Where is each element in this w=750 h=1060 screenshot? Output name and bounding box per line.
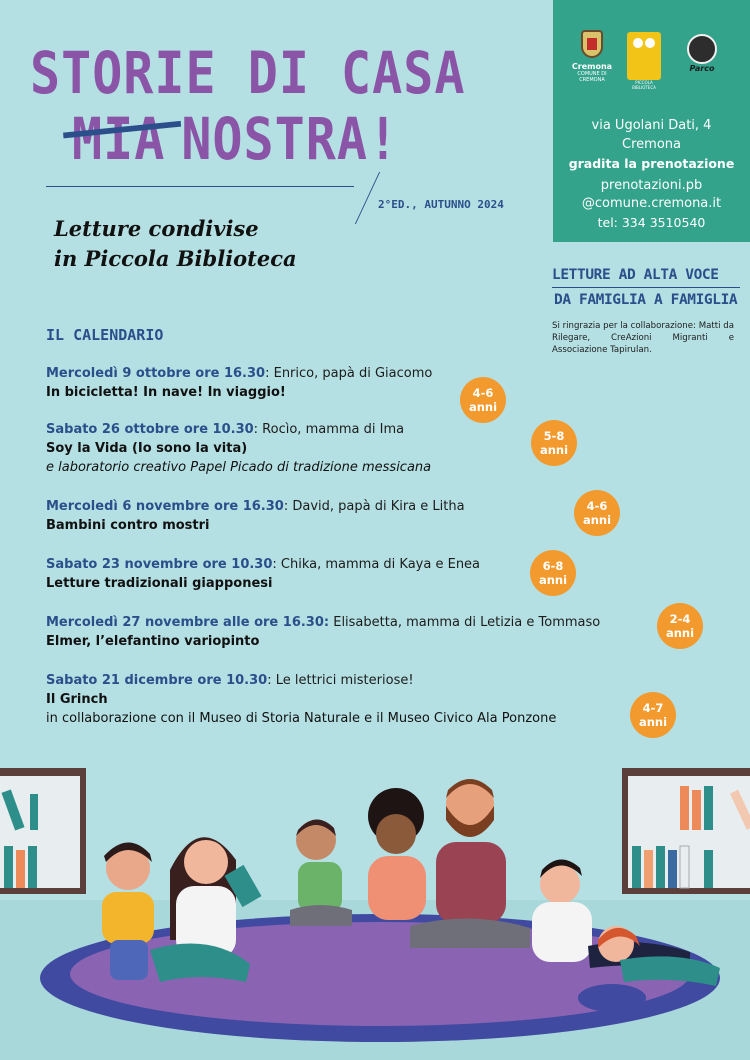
- calendar-title: IL CALENDARIO: [46, 326, 164, 344]
- struck-word: MIA: [72, 106, 165, 173]
- event-item: Sabato 26 ottobre ore 10.30: Rocìo, mamma di Ima Soy la Vida (Io sono la vita) e laboratorio creativo Papel Picado di tradizione messicana: [46, 422, 432, 475]
- title-underline-tick: [334, 172, 380, 224]
- booking-note: gradita la prenotazione: [568, 156, 735, 171]
- left-bookshelf-icon: [0, 768, 86, 894]
- email-link[interactable]: prenotazioni.pb @comune.cremona.it: [581, 178, 722, 211]
- title-underline: [46, 186, 354, 187]
- age-badge: 4-6 anni: [574, 490, 620, 536]
- child-figure-icon: [633, 38, 643, 48]
- age-badge: 4-6 anni: [460, 377, 506, 423]
- family-reading-circle-illustration: [0, 750, 750, 1060]
- alta-voce-heading: LETTURE AD ALTA VOCE DA FAMIGLIA A FAMIGLIA: [552, 263, 740, 312]
- comune-cremona-logo: Cremona COMUNE DI CREMONA: [569, 30, 615, 83]
- partner-logos: [553, 30, 750, 100]
- event-item: Mercoledì 6 novembre ore 16.30: David, papà di Kira e Litha Bambini contro mostri: [46, 499, 465, 533]
- address: via Ugolani Dati, 4 Cremona: [591, 118, 712, 152]
- crest-icon: [581, 30, 603, 58]
- title-line-1: STORIE DI CASA: [30, 40, 466, 107]
- event-item: Sabato 23 novembre ore 10.30: Chika, mamma di Kaya e Enea Letture tradizionali giapponesi: [46, 557, 481, 591]
- age-badge: 5-8 anni: [531, 420, 577, 466]
- age-badge: 2-4 anni: [657, 603, 703, 649]
- poster-title: [30, 40, 510, 173]
- title-line-2: MIA NOSTRA!: [72, 106, 510, 173]
- subtitle: Letture condivise in Piccola Biblioteca: [54, 216, 297, 271]
- right-bookshelf-icon: [622, 768, 750, 894]
- piccola-biblioteca-logo: PICCOLA BIBLIOTECA: [627, 32, 661, 80]
- age-badge: 4-7 anni: [630, 692, 676, 738]
- event-item: Mercoledì 9 ottobre ore 16.30: Enrico, papà di Giacomo In bicicletta! In nave! In viaggio!: [46, 366, 433, 400]
- edition-label: 2°ED., AUTUNNO 2024: [378, 198, 504, 211]
- info-box: [553, 0, 750, 242]
- parco-logo: Parco: [679, 34, 725, 73]
- event-item: Sabato 21 dicembre ore 10.30: Le lettrici misteriose! Il Grinch in collaborazione con il Museo di Storia Naturale e il Museo Civico Ala Ponzone: [46, 673, 557, 726]
- telephone: tel: 334 3510540: [597, 215, 706, 230]
- child-figure-icon: [645, 38, 655, 48]
- parco-circle-icon: [687, 34, 717, 64]
- age-badge: 6-8 anni: [530, 550, 576, 596]
- event-item: Mercoledì 27 novembre alle ore 16.30: Elisabetta, mamma di Letizia e Tommaso Elmer, l’elefantino variopinto: [46, 615, 601, 649]
- thanks-note: Si ringrazia per la collaborazione: Matti da Rilegare, CreAzioni Migranti e Associazione Tapirulan.: [552, 321, 734, 355]
